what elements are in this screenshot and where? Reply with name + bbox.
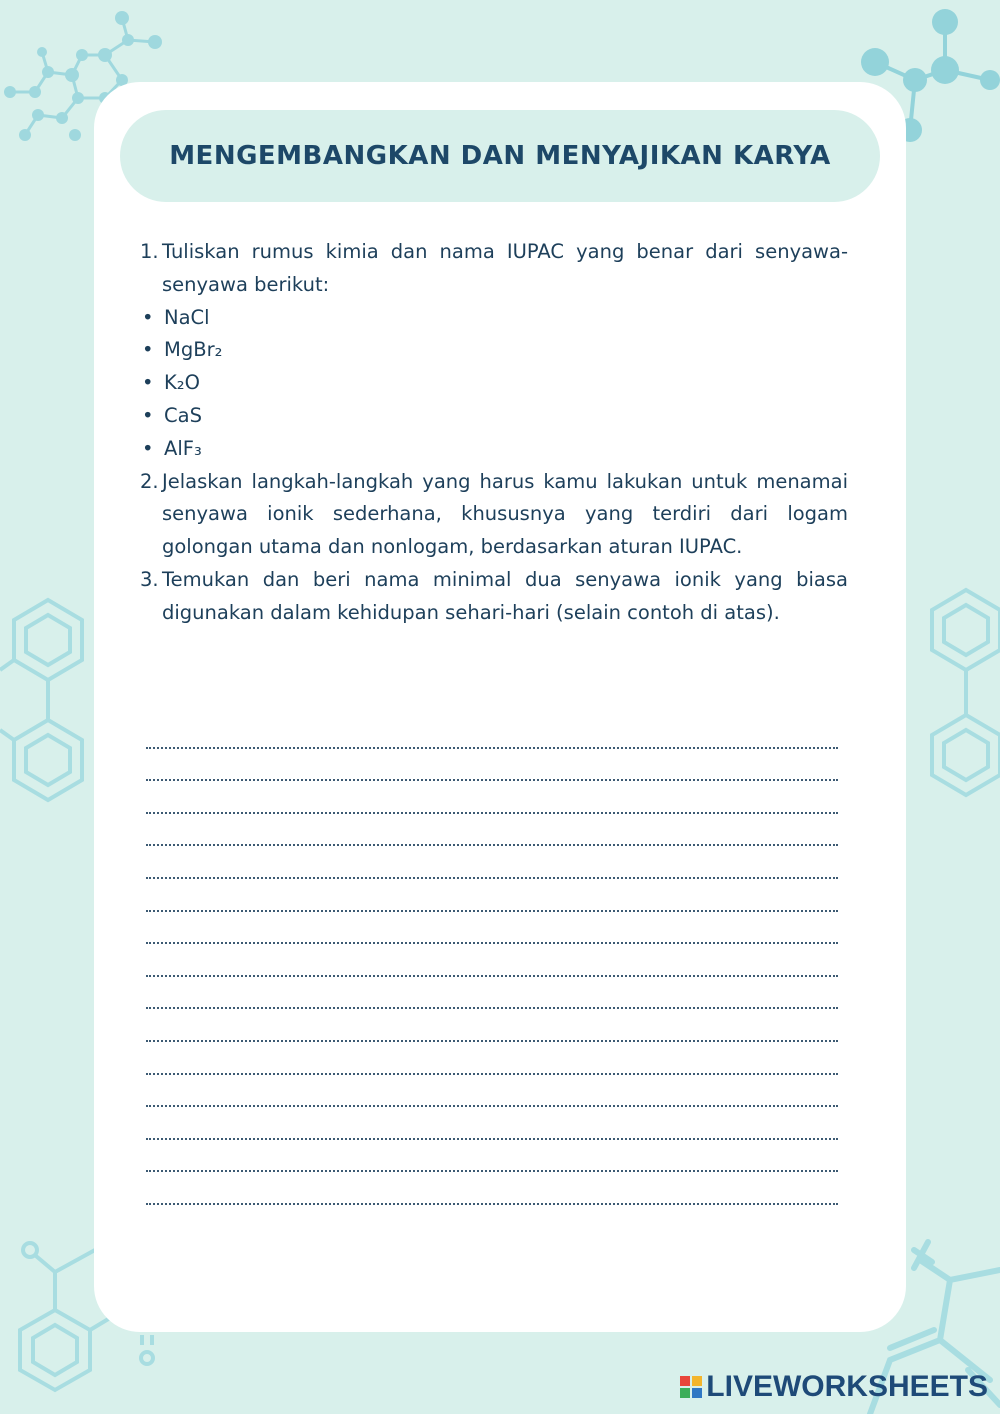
answer-line[interactable]: [146, 814, 838, 847]
logo-mark-icon: [680, 1376, 702, 1398]
logo-block: [692, 1376, 702, 1386]
answer-area[interactable]: [146, 716, 838, 1205]
question-3: [140, 564, 848, 630]
bullet-glyph: •: [142, 403, 154, 427]
answer-line[interactable]: [146, 1107, 838, 1140]
biphenyl-decoration-right: [906, 580, 1000, 820]
question-text: Tuliskan rumus kimia dan nama IUPAC yang benar dari senyawa-senyawa berikut:: [162, 240, 848, 296]
compound-formula: NaCl: [164, 305, 210, 329]
compound-formula: K₂O: [164, 371, 200, 395]
answer-line[interactable]: [146, 977, 838, 1010]
answer-line[interactable]: [146, 781, 838, 814]
question-text: Jelaskan langkah-langkah yang harus kamu lakukan untuk menamai senyawa ionik sederhana, khususnya yang terdiri dari logam golongan utama dan nonlogam, berdasarkan aturan IUPAC.: [162, 469, 848, 559]
answer-line[interactable]: [146, 749, 838, 782]
compound-formula: CaS: [164, 403, 202, 427]
question-number: 1.: [140, 240, 159, 263]
question-2: [140, 466, 848, 564]
list-item: [140, 433, 848, 466]
page-title: MENGEMBANGKAN DAN MENYAJIKAN KARYA: [169, 141, 831, 171]
compound-formula: MgBr₂: [164, 338, 223, 362]
list-item: [140, 367, 848, 400]
logo-block: [680, 1376, 690, 1386]
answer-line[interactable]: [146, 944, 838, 977]
bullet-glyph: •: [142, 338, 154, 362]
answer-line[interactable]: [146, 846, 838, 879]
question-1: [140, 236, 848, 302]
question-list: [140, 236, 848, 630]
answer-line[interactable]: [146, 1075, 838, 1108]
list-item: [140, 302, 848, 335]
answer-line[interactable]: [146, 1042, 838, 1075]
liveworksheets-logo: [680, 1370, 988, 1404]
logo-block: [680, 1388, 690, 1398]
answer-line[interactable]: [146, 912, 838, 945]
bullet-glyph: •: [142, 371, 154, 395]
list-item: [140, 400, 848, 433]
answer-line[interactable]: [146, 879, 838, 912]
answer-line[interactable]: [146, 1172, 838, 1205]
compound-formula: AlF₃: [164, 436, 202, 460]
answer-line[interactable]: [146, 1009, 838, 1042]
logo-text: LIVEWORKSHEETS: [706, 1370, 988, 1403]
bullet-glyph: •: [142, 436, 154, 460]
logo-block: [692, 1388, 702, 1398]
title-banner: [120, 110, 880, 202]
question-number: 3.: [140, 567, 159, 591]
question-text: Temukan dan beri nama minimal dua senyawa ionik yang biasa digunakan dalam kehidupan sehari-hari (selain contoh di atas).: [162, 567, 848, 624]
answer-line[interactable]: [146, 1140, 838, 1173]
answer-line[interactable]: [146, 716, 838, 749]
compound-list: [140, 302, 848, 466]
biphenyl-decoration-left: [0, 590, 100, 820]
list-item: [140, 334, 848, 367]
question-number: 2.: [140, 469, 159, 493]
bullet-glyph: •: [142, 305, 154, 329]
